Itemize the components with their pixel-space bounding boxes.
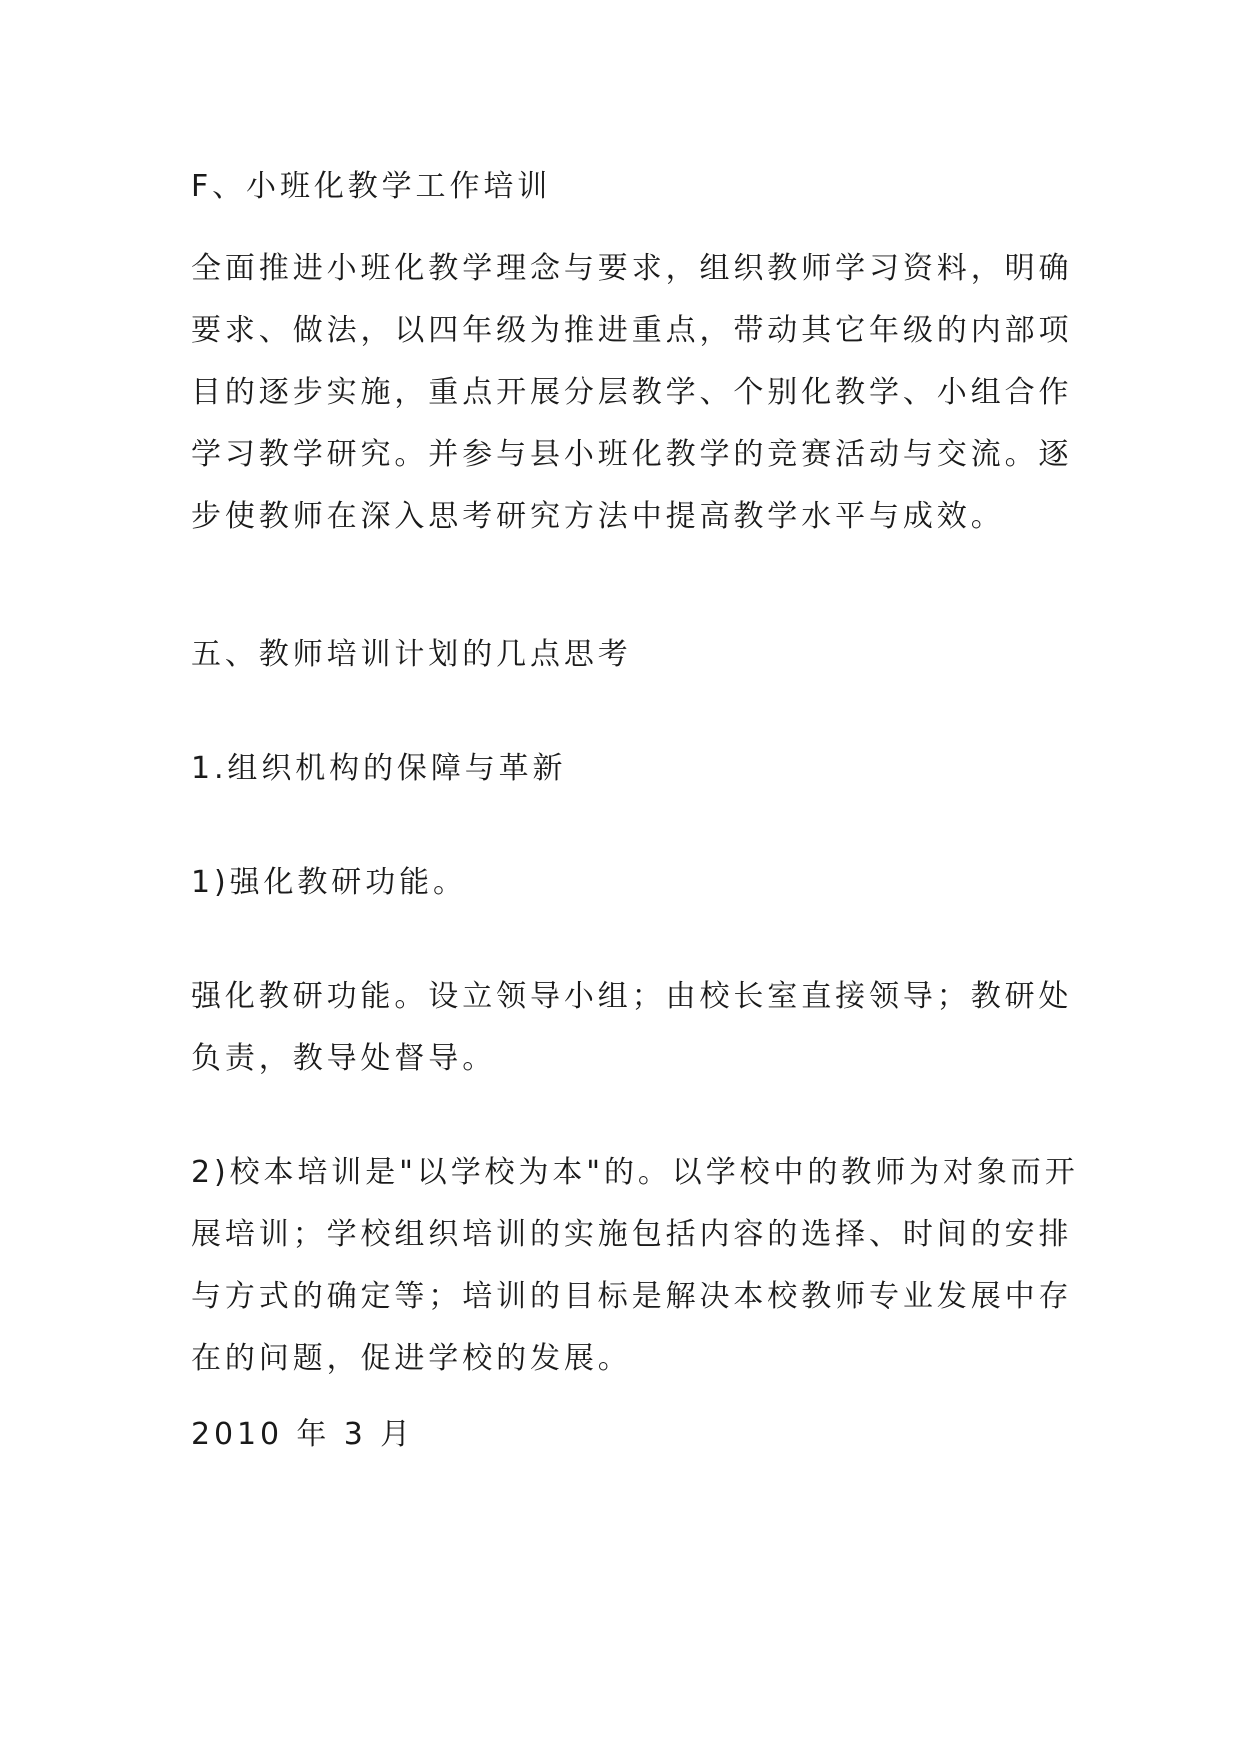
text-line: 负责，教导处督导。 — [191, 1041, 497, 1076]
text-line: 要求、做法，以四年级为推进重点，带动其它年级的内部项 — [191, 313, 1073, 348]
item-1 — [191, 852, 1066, 914]
text-line: F、小班化教学工作培训 — [191, 169, 552, 204]
text-line: 展培训；学校组织培训的实施包括内容的选择、时间的安排 — [191, 1217, 1073, 1252]
text-line: 强化教研功能。设立领导小组；由校长室直接领导；教研处 — [191, 979, 1073, 1014]
date — [191, 1404, 1066, 1466]
paragraph-school-based — [191, 1142, 1079, 1390]
text-line: 全面推进小班化教学理念与要求，组织教师学习资料，明确 — [191, 251, 1073, 286]
heading-five — [191, 624, 1066, 686]
paragraph-research — [191, 966, 1073, 1090]
text-line: 学习教学研究。并参与县小班化教学的竞赛活动与交流。逐 — [191, 437, 1073, 472]
text-line: 2010 年 3 月 — [191, 1417, 415, 1452]
paragraph-small-class — [191, 238, 1073, 548]
text-line: 与方式的确定等；培训的目标是解决本校教师专业发展中存 — [191, 1279, 1073, 1314]
text-line: 五、教师培训计划的几点思考 — [191, 637, 632, 672]
text-line: 步使教师在深入思考研究方法中提高教学水平与成效。 — [191, 499, 1005, 534]
text-line: 1)强化教研功能。 — [191, 865, 467, 900]
heading-f — [191, 156, 1066, 218]
text-line: 在的问题，促进学校的发展。 — [191, 1341, 632, 1376]
text-line: 2)校本培训是"以学校为本"的。以学校中的教师为对象而开 — [191, 1155, 1079, 1190]
text-line: 1.组织机构的保障与革新 — [191, 751, 567, 786]
text-line: 目的逐步实施，重点开展分层教学、个别化教学、小组合作 — [191, 375, 1073, 410]
heading-1 — [191, 738, 1066, 800]
